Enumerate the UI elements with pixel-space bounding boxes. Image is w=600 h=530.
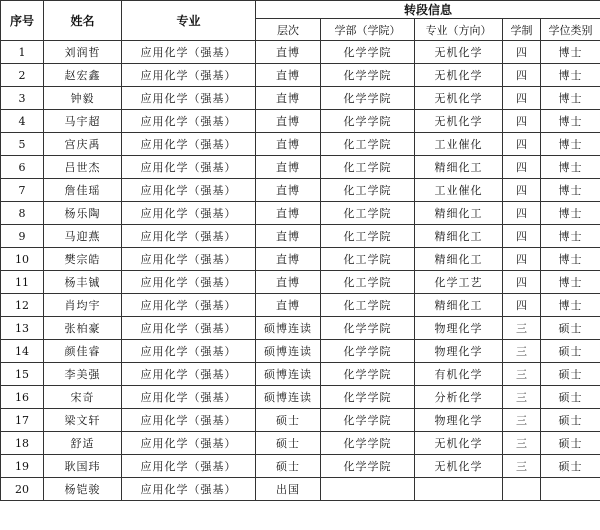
col-header-school: 学部（学院） (321, 19, 415, 41)
cell-target-major: 无机化学 (415, 455, 503, 478)
cell-level: 直博 (256, 271, 321, 294)
cell-years: 三 (503, 317, 541, 340)
cell-years: 四 (503, 41, 541, 64)
cell-level: 直博 (256, 110, 321, 133)
cell-degree-type: 硕士 (541, 432, 600, 455)
cell-level: 直博 (256, 41, 321, 64)
cell-level: 硕博连读 (256, 363, 321, 386)
cell-major: 应用化学（强基） (122, 179, 256, 202)
cell-target-major: 无机化学 (415, 432, 503, 455)
cell-major: 应用化学（强基） (122, 455, 256, 478)
cell-years (503, 478, 541, 501)
cell-name: 梁文轩 (44, 409, 122, 432)
cell-years: 三 (503, 363, 541, 386)
cell-target-major: 无机化学 (415, 64, 503, 87)
cell-target-major: 无机化学 (415, 41, 503, 64)
cell-major: 应用化学（强基） (122, 41, 256, 64)
cell-degree-type: 博士 (541, 110, 600, 133)
cell-years: 四 (503, 87, 541, 110)
cell-level: 出国 (256, 478, 321, 501)
cell-degree-type: 硕士 (541, 340, 600, 363)
cell-target-major: 精细化工 (415, 156, 503, 179)
cell-index: 10 (1, 248, 44, 271)
table-row (1, 294, 600, 317)
cell-target-major (415, 478, 503, 501)
cell-degree-type: 博士 (541, 271, 600, 294)
cell-years: 三 (503, 409, 541, 432)
col-header-name: 姓名 (44, 1, 122, 41)
cell-years: 四 (503, 202, 541, 225)
cell-level: 直博 (256, 64, 321, 87)
cell-major: 应用化学（强基） (122, 156, 256, 179)
cell-level: 直博 (256, 225, 321, 248)
cell-name: 李美强 (44, 363, 122, 386)
table-row (1, 478, 600, 501)
cell-school: 化工学院 (321, 271, 415, 294)
cell-school: 化工学院 (321, 225, 415, 248)
cell-index: 18 (1, 432, 44, 455)
cell-major: 应用化学（强基） (122, 317, 256, 340)
table-row (1, 41, 600, 64)
table-row (1, 87, 600, 110)
col-header-level: 层次 (256, 19, 321, 41)
cell-school: 化学学院 (321, 87, 415, 110)
cell-school: 化学学院 (321, 386, 415, 409)
cell-index: 8 (1, 202, 44, 225)
table-row (1, 386, 600, 409)
cell-index: 9 (1, 225, 44, 248)
cell-target-major: 无机化学 (415, 87, 503, 110)
cell-school: 化工学院 (321, 294, 415, 317)
cell-major: 应用化学（强基） (122, 202, 256, 225)
cell-target-major: 有机化学 (415, 363, 503, 386)
cell-target-major: 精细化工 (415, 248, 503, 271)
cell-target-major: 物理化学 (415, 409, 503, 432)
cell-name: 肖均宇 (44, 294, 122, 317)
cell-major: 应用化学（强基） (122, 110, 256, 133)
col-header-transfer-info: 转段信息 (256, 1, 600, 19)
cell-years: 四 (503, 225, 541, 248)
cell-target-major: 工业催化 (415, 133, 503, 156)
cell-level: 直博 (256, 133, 321, 156)
cell-index: 16 (1, 386, 44, 409)
cell-level: 硕博连读 (256, 317, 321, 340)
cell-name: 马迎燕 (44, 225, 122, 248)
cell-major: 应用化学（强基） (122, 64, 256, 87)
cell-name: 耿国玮 (44, 455, 122, 478)
cell-name: 樊宗皓 (44, 248, 122, 271)
cell-years: 四 (503, 294, 541, 317)
cell-major: 应用化学（强基） (122, 225, 256, 248)
cell-school: 化学学院 (321, 317, 415, 340)
table-row (1, 225, 600, 248)
cell-level: 硕士 (256, 409, 321, 432)
cell-index: 13 (1, 317, 44, 340)
cell-years: 四 (503, 179, 541, 202)
cell-major: 应用化学（强基） (122, 133, 256, 156)
cell-level: 直博 (256, 294, 321, 317)
cell-name: 张柏豪 (44, 317, 122, 340)
cell-level: 硕士 (256, 455, 321, 478)
col-header-target-major: 专业（方向） (415, 19, 503, 41)
cell-school: 化工学院 (321, 179, 415, 202)
cell-school: 化学学院 (321, 409, 415, 432)
cell-degree-type: 博士 (541, 179, 600, 202)
col-header-index: 序号 (1, 1, 44, 41)
cell-level: 直博 (256, 179, 321, 202)
cell-years: 四 (503, 133, 541, 156)
cell-years: 四 (503, 271, 541, 294)
cell-target-major: 工业催化 (415, 179, 503, 202)
cell-degree-type: 博士 (541, 225, 600, 248)
cell-degree-type: 硕士 (541, 386, 600, 409)
cell-name: 刘润哲 (44, 41, 122, 64)
cell-degree-type: 博士 (541, 202, 600, 225)
cell-name: 钟毅 (44, 87, 122, 110)
cell-degree-type: 博士 (541, 248, 600, 271)
cell-school: 化学学院 (321, 41, 415, 64)
table-row (1, 179, 600, 202)
cell-years: 三 (503, 455, 541, 478)
header-row-top (1, 1, 600, 19)
cell-target-major: 精细化工 (415, 294, 503, 317)
cell-target-major: 无机化学 (415, 110, 503, 133)
cell-major: 应用化学（强基） (122, 87, 256, 110)
cell-degree-type: 博士 (541, 294, 600, 317)
cell-years: 四 (503, 248, 541, 271)
cell-target-major: 物理化学 (415, 317, 503, 340)
cell-major: 应用化学（强基） (122, 409, 256, 432)
cell-index: 12 (1, 294, 44, 317)
cell-major: 应用化学（强基） (122, 363, 256, 386)
cell-index: 11 (1, 271, 44, 294)
table-body (1, 41, 600, 501)
table-row (1, 202, 600, 225)
cell-name: 杨丰铖 (44, 271, 122, 294)
cell-target-major: 分析化学 (415, 386, 503, 409)
table-row (1, 248, 600, 271)
cell-level: 直博 (256, 202, 321, 225)
cell-years: 四 (503, 110, 541, 133)
cell-target-major: 物理化学 (415, 340, 503, 363)
cell-name: 吕世杰 (44, 156, 122, 179)
cell-level: 硕士 (256, 432, 321, 455)
table-row (1, 432, 600, 455)
cell-school: 化学学院 (321, 110, 415, 133)
cell-school: 化工学院 (321, 248, 415, 271)
cell-major: 应用化学（强基） (122, 432, 256, 455)
table-row (1, 110, 600, 133)
cell-index: 14 (1, 340, 44, 363)
cell-degree-type (541, 478, 600, 501)
cell-school: 化学学院 (321, 340, 415, 363)
cell-index: 17 (1, 409, 44, 432)
cell-major: 应用化学（强基） (122, 248, 256, 271)
cell-target-major: 化学工艺 (415, 271, 503, 294)
cell-school: 化工学院 (321, 156, 415, 179)
cell-name: 杨铠骏 (44, 478, 122, 501)
table-row (1, 409, 600, 432)
cell-name: 宫庆禹 (44, 133, 122, 156)
table-row (1, 133, 600, 156)
cell-major: 应用化学（强基） (122, 478, 256, 501)
cell-target-major: 精细化工 (415, 225, 503, 248)
cell-index: 3 (1, 87, 44, 110)
table-row (1, 271, 600, 294)
cell-level: 直博 (256, 248, 321, 271)
cell-major: 应用化学（强基） (122, 294, 256, 317)
cell-school: 化学学院 (321, 455, 415, 478)
cell-level: 硕博连读 (256, 340, 321, 363)
cell-school (321, 478, 415, 501)
cell-name: 詹佳瑶 (44, 179, 122, 202)
cell-index: 7 (1, 179, 44, 202)
table-row (1, 317, 600, 340)
table-row (1, 156, 600, 179)
cell-index: 6 (1, 156, 44, 179)
cell-level: 直博 (256, 156, 321, 179)
cell-index: 15 (1, 363, 44, 386)
cell-school: 化工学院 (321, 202, 415, 225)
cell-degree-type: 博士 (541, 133, 600, 156)
cell-years: 四 (503, 64, 541, 87)
table-row (1, 363, 600, 386)
cell-index: 20 (1, 478, 44, 501)
cell-name: 赵宏鑫 (44, 64, 122, 87)
col-header-years: 学制 (503, 19, 541, 41)
cell-index: 19 (1, 455, 44, 478)
cell-degree-type: 硕士 (541, 409, 600, 432)
cell-target-major: 精细化工 (415, 202, 503, 225)
table-row (1, 340, 600, 363)
cell-index: 2 (1, 64, 44, 87)
cell-school: 化学学院 (321, 432, 415, 455)
cell-name: 杨乐陶 (44, 202, 122, 225)
cell-school: 化学学院 (321, 363, 415, 386)
cell-degree-type: 博士 (541, 41, 600, 64)
cell-name: 马宇超 (44, 110, 122, 133)
cell-level: 直博 (256, 87, 321, 110)
cell-degree-type: 博士 (541, 156, 600, 179)
cell-years: 三 (503, 340, 541, 363)
cell-degree-type: 硕士 (541, 455, 600, 478)
col-header-degree-type: 学位类别 (541, 19, 600, 41)
cell-school: 化工学院 (321, 133, 415, 156)
table-row (1, 455, 600, 478)
cell-major: 应用化学（强基） (122, 386, 256, 409)
cell-index: 1 (1, 41, 44, 64)
cell-index: 5 (1, 133, 44, 156)
cell-years: 四 (503, 156, 541, 179)
cell-level: 硕博连读 (256, 386, 321, 409)
cell-major: 应用化学（强基） (122, 271, 256, 294)
cell-degree-type: 硕士 (541, 317, 600, 340)
table-row (1, 64, 600, 87)
cell-name: 颜佳睿 (44, 340, 122, 363)
cell-index: 4 (1, 110, 44, 133)
cell-degree-type: 硕士 (541, 363, 600, 386)
cell-degree-type: 博士 (541, 87, 600, 110)
cell-degree-type: 博士 (541, 64, 600, 87)
col-header-major: 专业 (122, 1, 256, 41)
cell-years: 三 (503, 432, 541, 455)
cell-name: 舒适 (44, 432, 122, 455)
cell-major: 应用化学（强基） (122, 340, 256, 363)
cell-name: 宋奇 (44, 386, 122, 409)
cell-years: 三 (503, 386, 541, 409)
cell-school: 化学学院 (321, 64, 415, 87)
